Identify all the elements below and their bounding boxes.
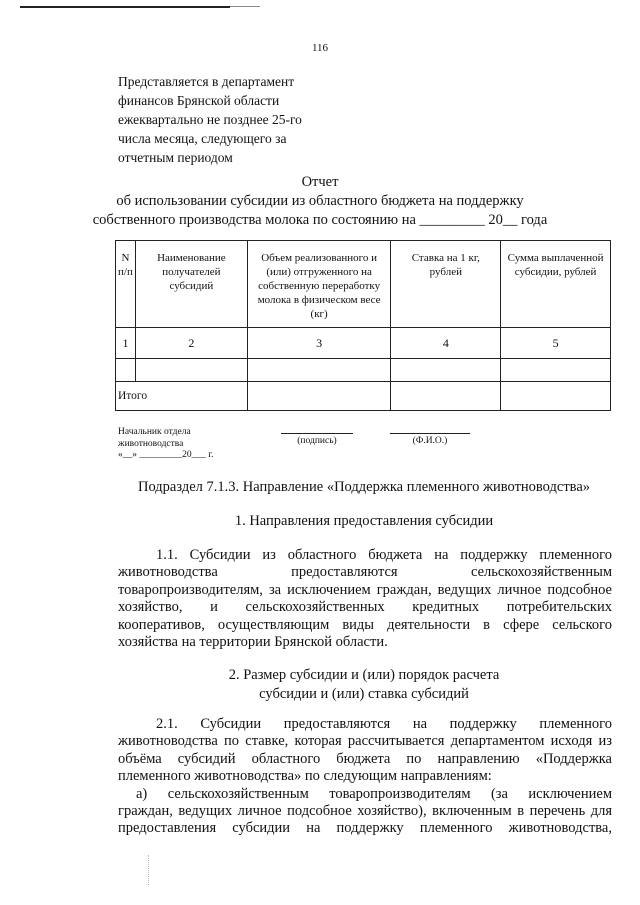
paragraph-line: объёма субсидий областного бюджета по направлению «Поддержка <box>118 750 612 767</box>
page-number: 116 <box>311 42 329 54</box>
paragraph-line: животноводства по ставке, которая рассчитывается департаментом исходя из <box>118 733 612 750</box>
paragraph-2-1 <box>118 716 612 838</box>
scan-artifact <box>148 855 155 885</box>
table-header-row <box>116 241 611 328</box>
section2-heading-line: субсидии и (или) ставка субсидий <box>259 686 469 702</box>
header-rate: Ставка на 1 кг, рублей <box>391 241 501 328</box>
header-subsidy-sum: Сумма выплаченной субсидии, рублей <box>501 241 611 328</box>
paragraph-line: 1.1. Субсидии из областного бюджета на поддержку племенного <box>156 547 612 563</box>
header-number: N п/п <box>116 241 136 328</box>
signatory-date: «__» _________20___ г. <box>118 450 214 460</box>
report-title-line: об использовании субсидии из областного бюджета на поддержку <box>116 193 524 209</box>
signatory-line: животноводства <box>118 438 184 449</box>
signatory-line: Начальник отдела <box>118 427 191 437</box>
header-recipients: Наименование получателей субсидий <box>135 241 247 328</box>
section1-heading: 1. Направления предоставления субсидии <box>234 513 494 529</box>
signatory-position <box>118 427 258 462</box>
paragraph-line: предоставления субсидии на поддержку племенного животноводства, <box>118 820 612 837</box>
subsection-title: Подраздел 7.1.3. Направление «Поддержка племенного животноводства» <box>138 479 590 495</box>
report-title-line: Отчет <box>301 174 339 190</box>
paragraph-line: кооперативов, осуществляющим виды деятельности в сфере сельского <box>118 616 612 633</box>
paragraph-1-1 <box>118 547 612 651</box>
total-label: Итого <box>116 382 248 411</box>
paragraph-line: а) сельскохозяйственным товаропроизводителям (за исключением <box>136 785 612 802</box>
signature-caption: (подпись) <box>297 436 337 446</box>
paragraph-line: племенного животноводства» по следующим направлениям: <box>118 768 492 785</box>
notice-line: ежеквартально не позднее 25-го <box>118 112 302 127</box>
notice-line: финансов Брянской области <box>118 93 280 108</box>
column-number: 4 <box>391 328 501 359</box>
signature-line <box>281 433 353 434</box>
paragraph-line: 2.1. Субсидии предоставляются на поддержку племенного <box>156 716 612 732</box>
section2-heading-line: 2. Размер субсидии и (или) порядок расчета <box>228 667 500 683</box>
paragraph-line: хозяйство, и сельскохозяйственных кредитных потребительских <box>118 599 612 616</box>
table-cell <box>135 359 247 382</box>
name-line <box>390 433 470 434</box>
notice-line: числа месяца, следующего за <box>118 131 287 146</box>
name-caption: (Ф.И.О.) <box>412 436 448 446</box>
report-table <box>115 240 611 411</box>
table-cell <box>391 382 501 411</box>
paragraph-line: животноводства предоставляются сельскохозяйственным <box>118 564 612 581</box>
signature-block <box>118 427 578 467</box>
section2-heading <box>0 666 640 704</box>
top-rule-tail <box>230 6 260 7</box>
table-cell <box>247 359 391 382</box>
submission-notice <box>118 72 378 167</box>
column-number: 3 <box>247 328 391 359</box>
table-cell <box>501 359 611 382</box>
paragraph-line: товаропроизводителям, за исключением граждан, ведущих личное подсобное <box>118 581 612 598</box>
notice-line: отчетным периодом <box>118 150 233 165</box>
top-rule <box>20 6 230 8</box>
header-milk-volume: Объем реализованного и (или) отгруженного на собственную переработку молока в физическом весе (кг) <box>247 241 391 328</box>
table-cell <box>391 359 501 382</box>
paragraph-line: граждан, ведущих личное подсобное хозяйство), включенным в перечень для <box>118 802 612 819</box>
table-cell <box>501 382 611 411</box>
table-row <box>116 359 611 382</box>
column-number: 1 <box>116 328 136 359</box>
table-total-row <box>116 382 611 411</box>
paragraph-line: хозяйства на территории Брянской области. <box>118 633 388 650</box>
column-number: 2 <box>135 328 247 359</box>
table-cell <box>116 359 136 382</box>
table-row <box>116 328 611 359</box>
table-cell <box>247 382 391 411</box>
report-title-line: собственного производства молока по состоянию на _________ 20__ года <box>92 212 548 228</box>
report-title <box>0 173 640 230</box>
column-number: 5 <box>501 328 611 359</box>
notice-line: Представляется в департамент <box>118 74 295 89</box>
